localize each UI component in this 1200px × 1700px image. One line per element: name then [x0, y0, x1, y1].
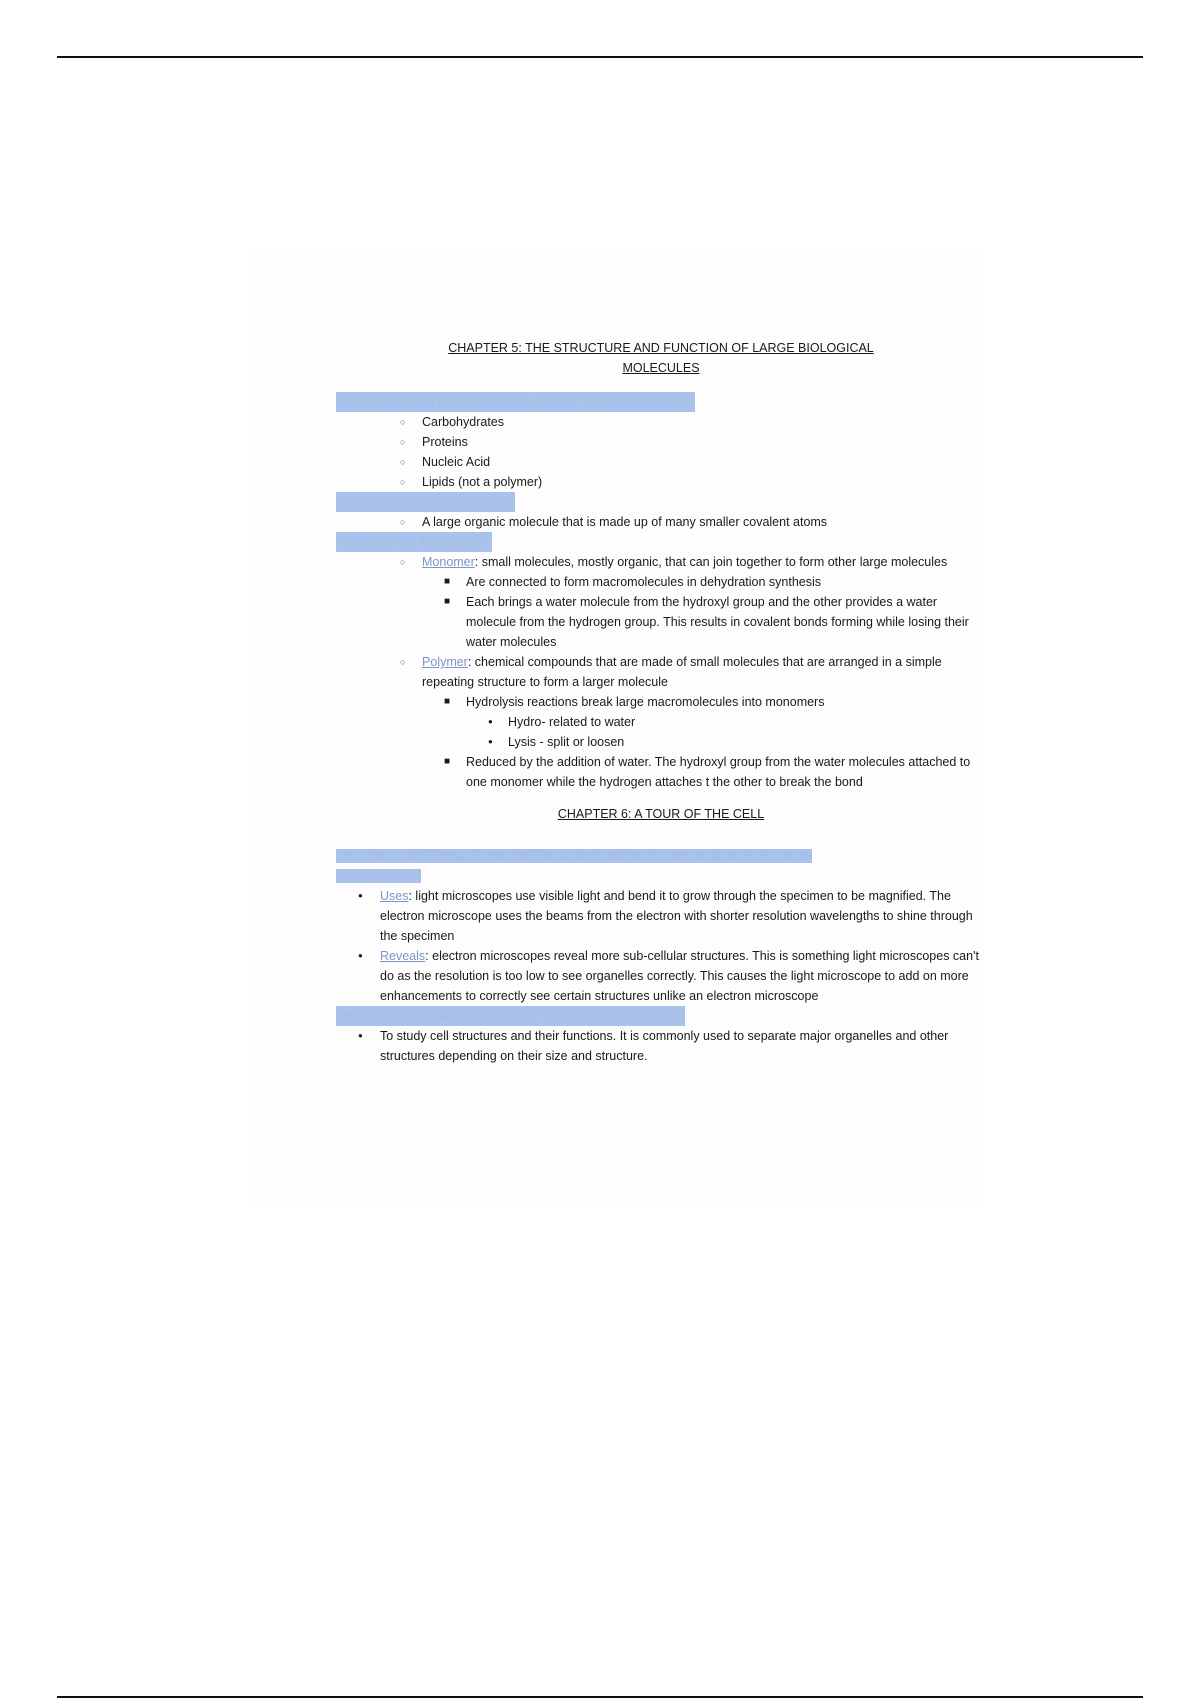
list-item: ● Lysis - split or loosen	[336, 732, 986, 752]
list-item: ○ Carbohydrates	[336, 412, 986, 432]
reveals-term: Reveals	[380, 949, 426, 963]
question-heading-classes: THE LARGE MOLECULES OF ALL LIVING THINGS CLASSES	[336, 392, 695, 412]
monomer-item	[336, 552, 986, 572]
list-item: ○ A large organic molecule that is made up of many smaller covalent atoms	[336, 512, 986, 532]
uses-item	[336, 886, 986, 946]
monomer-sublist	[336, 572, 986, 652]
bottom-rule	[57, 1696, 1143, 1698]
polymer-sublist	[336, 692, 986, 712]
list-item: ■ Each brings a water molecule from the hydroxyl group and the other provides a water molecule from the hydrogen group. This results in covalent bonds forming while losing their water molecules	[336, 592, 986, 652]
monomer-definition: : small molecules, mostly organic, that can join together to form other large molecules	[474, 555, 948, 569]
microscope-differences-list	[336, 886, 986, 1006]
chapter-6-title: CHAPTER 6: A TOUR OF THE CELL	[557, 807, 765, 821]
reveals-item	[336, 946, 986, 1006]
question-heading-fractionation: THE PROCESS AND PURPOSE OF CELL FRACTIONATION	[336, 1006, 685, 1026]
fractionation-list	[336, 1026, 986, 1066]
list-item: ○ Nucleic Acid	[336, 452, 986, 472]
polymer-monomer-list	[336, 552, 986, 572]
macromolecules-list	[336, 512, 986, 532]
polymer-list	[336, 652, 986, 692]
classes-list	[336, 412, 986, 492]
list-item: ● To study cell structures and their functions. It is commonly used to separate major organelles and other structures depending on their size and structure.	[336, 1026, 986, 1066]
question-heading-macromolecules: DEFINE MACROMOLECULES	[336, 492, 515, 512]
chapter-5-title-line1: CHAPTER 5: THE STRUCTURE AND FUNCTION OF LARGE BIOLOGICAL	[448, 341, 874, 355]
uses-term: Uses	[380, 889, 409, 903]
chapter-5-title	[336, 338, 986, 378]
list-item: ● Hydro- related to water	[336, 712, 986, 732]
monomer-term: Monomer	[422, 555, 475, 569]
top-rule	[57, 56, 1143, 58]
chapter-5-title-line2: MOLECULES	[622, 361, 700, 375]
document-body	[336, 338, 986, 1066]
list-item: ○ Lipids (not a polymer)	[336, 472, 986, 492]
polymer-sublist-2	[336, 752, 986, 792]
reveals-definition: : electron microscopes reveal more sub-cellular structures. This is something light microscopes can't do as the resolution is too low to see organelles correctly. This causes the light microscope to add on more enhancements to correctly see certain structures unlike an electron microscope	[380, 949, 979, 1003]
list-item: ■ Hydrolysis reactions break large macromolecules into monomers	[336, 692, 986, 712]
uses-definition: : light microscopes use visible light and bend it to grow through the specimen to be magnified. The electron microscope uses the beams from the electron with shorter resolution wavelengths to shine through the specimen	[380, 889, 973, 943]
polymer-item	[336, 652, 986, 692]
question-heading-microscopes: LIST TWO DIFFERENCES BETWEEN A LIGHT MICROSCOPE AND AN ELECTRON MICROSCOPE	[336, 849, 812, 883]
list-item: ■ Are connected to form macromolecules in dehydration synthesis	[336, 572, 986, 592]
polymer-term: Polymer	[422, 655, 468, 669]
polymer-definition: : chemical compounds that are made of small molecules that are arranged in a simple repeating structure to form a larger molecule	[422, 655, 942, 689]
question-heading-polymer-monomer: POLYMER VS MONOMER	[336, 532, 492, 552]
list-item: ■ Reduced by the addition of water. The hydroxyl group from the water molecules attached to one monomer while the hydrogen attaches t the other to break the bond	[336, 752, 986, 792]
list-item: ○ Proteins	[336, 432, 986, 452]
hydrolysis-sublist	[336, 712, 986, 752]
